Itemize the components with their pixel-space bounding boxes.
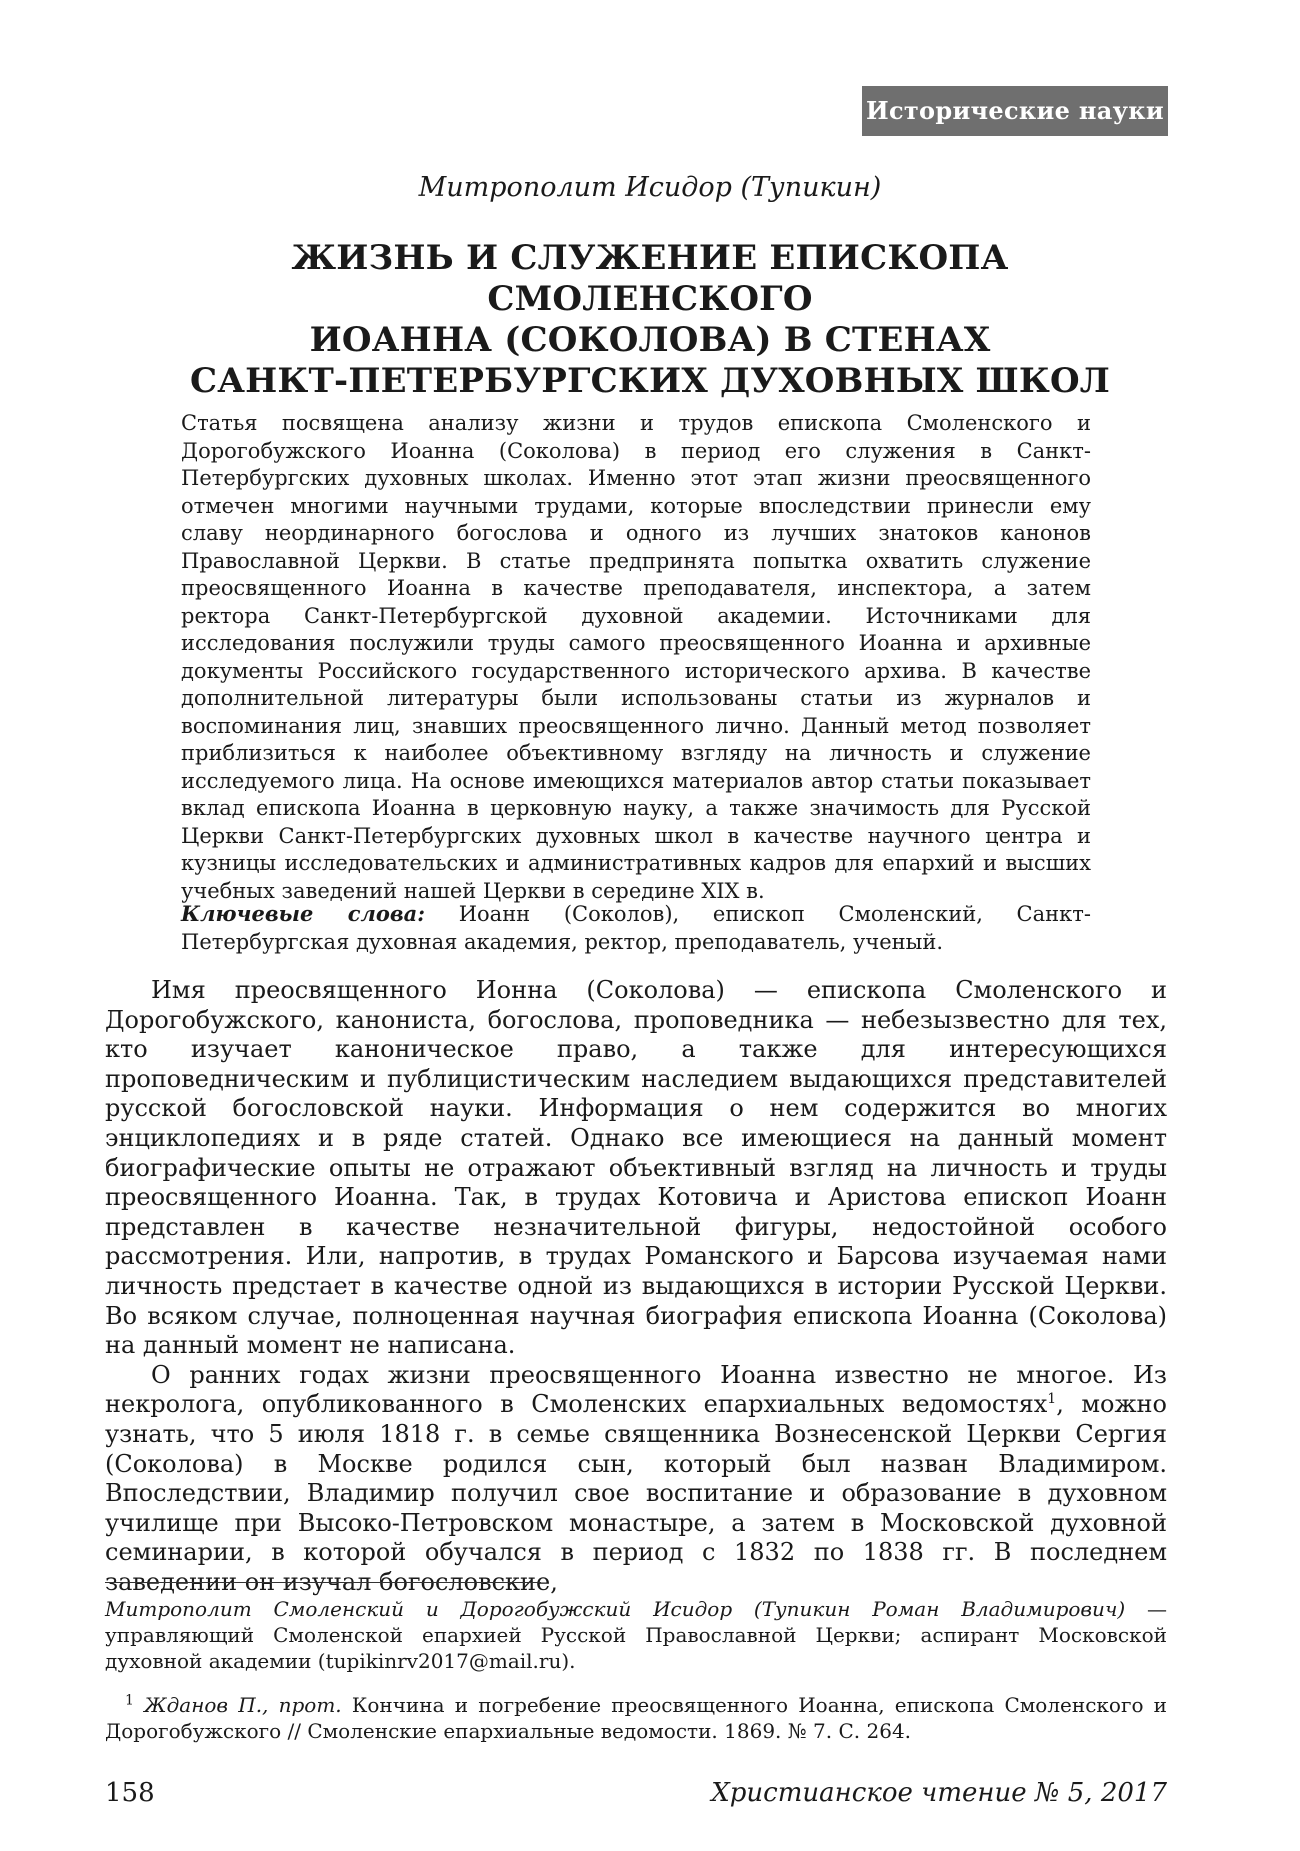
title-line: ЖИЗНЬ И СЛУЖЕНИЕ ЕПИСКОПА СМОЛЕНСКОГО — [291, 238, 1009, 319]
footnote-1 — [105, 1692, 1167, 1744]
section-rubric: Исторические науки — [862, 86, 1168, 136]
body-text — [105, 976, 1167, 1597]
keywords — [181, 900, 1091, 956]
title-line: ИОАННА (СОКОЛОВА) В СТЕНАХ — [309, 320, 991, 360]
abstract: Статья посвящена анализу жизни и трудов епископа Смоленского и Дорогобужского Иоанна (Соколова) в период его служения в Санкт-Петербургских духовных школах. Именно этот этап жизни преосвященного отмечен многими научными трудами, которые впоследствии принесли ему славу неординарного богослова и одного из лучших знатоков канонов Православной Церкви. В статье предпринята попытка охватить служение преосвященного Иоанна в качестве преподавателя, инспектора, а затем ректора Санкт-Петербургской духовной академии. Источниками для исследования послужили труды самого преосвященного Иоанна и архивные документы Российского государственного исторического архива. В качестве дополнительной литературы были использованы статьи из журналов и воспоминания лиц, знавших преосвященного лично. Данный метод позволяет приблизиться к наиболее объективному взгляду на личность и служение исследуемого лица. На основе имеющихся материалов автор статьи показывает вклад епископа Иоанна в церковную науку, а также значимость для Русской Церкви Санкт-Петербургских духовных школ в качестве научного центра и кузницы исследовательских и административных кадров для епархий и высших учебных заведений нашей Церкви в середине XIX в. — [181, 411, 1091, 903]
author-note — [105, 1596, 1167, 1674]
article-author: Митрополит Исидор (Тупикин) — [418, 172, 882, 203]
footnote-text: Кончина и погребение преосвященного Иоанна, епископа Смоленского и Дорогобужского // Смоленские епархиальные ведомости. 1869. № 7. С. 264. — [105, 1693, 1168, 1743]
author-note-text: — управляющий Смоленской епархией Русской Православной Церкви; аспирант Московской духовной академии (tupikinrv2017@mail.ru). — [105, 1597, 1167, 1673]
footnote-ref[interactable]: 1 — [1047, 1391, 1057, 1408]
footnote-divider — [105, 1582, 541, 1583]
article-title — [150, 238, 1150, 402]
journal-name: Христианское чтение № 5, 2017 — [711, 1778, 1167, 1808]
footnote-author: Жданов П., прот. — [144, 1693, 342, 1717]
keywords-label: Ключевые слова: — [181, 901, 426, 926]
paragraph-text: , можно узнать, что 5 июля 1818 г. в семье священника Вознесенской Церкви Сергия (Соколова) в Москве родился сын, который был назван Владимиром. Впоследствии, Владимир получил свое воспитание и образование в духовном училище при Высоко-Петровском монастыре, а затем в Московской духовной семинарии, в которой обучался в период с 1832 по 1838 гг. В последнем заведении он изучал богословские, — [105, 1390, 1167, 1596]
keywords-text: Иоанн (Соколов), епископ Смоленский, Санкт-Петербургская духовная академия, ректор, преподаватель, ученый. — [181, 902, 1091, 954]
author-note-name: Митрополит Смоленский и Дорогобужский Исидор (Тупикин Роман Владимирович) — [105, 1597, 1126, 1621]
paragraph — [105, 1361, 1167, 1598]
title-line: САНКТ-ПЕТЕРБУРГСКИХ ДУХОВНЫХ ШКОЛ — [189, 361, 1111, 401]
footnote-number: 1 — [125, 1692, 134, 1709]
paragraph-text: О ранних годах жизни преосвященного Иоанна известно не многое. Из некролога, опубликованного в Смоленских епархиальных ведомостях — [105, 1360, 1167, 1419]
page-number: 158 — [105, 1778, 155, 1808]
paragraph: Имя преосвященного Ионна (Соколова) — епископа Смоленского и Дорогобужского, канониста, богослова, проповедника — небезызвестно для тех, кто изучает каноническое право, а также для интересующихся проповедническим и публицистическим наследием выдающихся представителей русской богословской науки. Информация о нем содержится во многих энциклопедиях и в ряде статей. Однако все имеющиеся на данный момент биографические опыты не отражают объективный взгляд на личность и труды преосвященного Иоанна. Так, в трудах Котовича и Аристова епископ Иоанн представлен в качестве незначительной фигуры, недостойной особого рассмотрения. Или, напротив, в трудах Романского и Барсова изучаемая нами личность предстает в качестве одной из выдающихся в истории Русской Церкви. Во всяком случае, полноценная научная биография епископа Иоанна (Соколова) на данный момент не написана. — [105, 976, 1167, 1360]
